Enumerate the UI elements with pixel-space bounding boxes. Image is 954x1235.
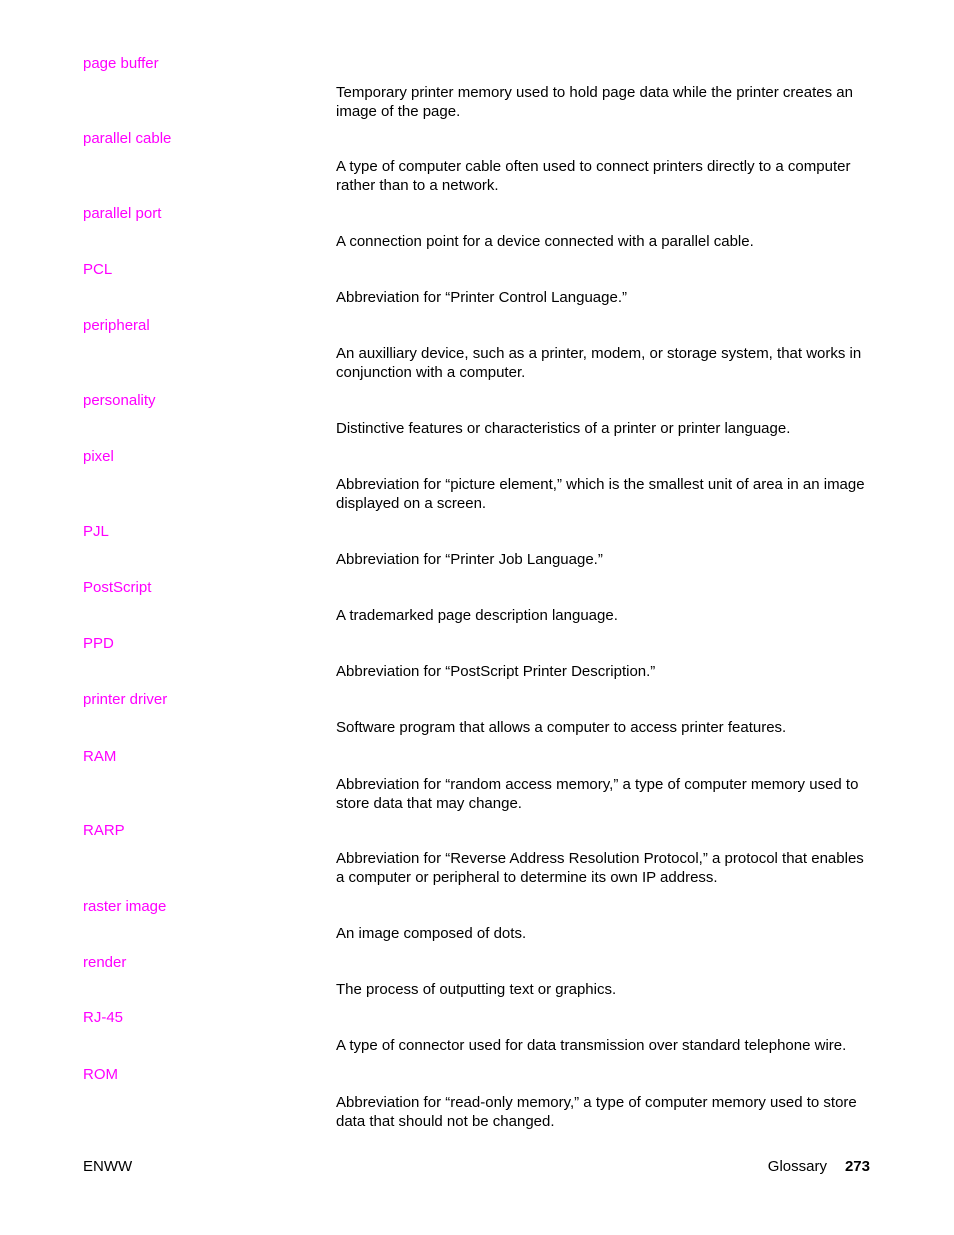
glossary-definition: A trademarked page description language. bbox=[336, 607, 618, 624]
glossary-term[interactable]: PCL bbox=[83, 261, 113, 278]
glossary-definition: Software program that allows a computer to access printer features. bbox=[336, 719, 787, 736]
glossary-definition: Abbreviation for “PostScript Printer Description.” bbox=[336, 663, 656, 680]
footer-publisher-code: ENWW bbox=[83, 1158, 133, 1175]
glossary-term[interactable]: PJL bbox=[83, 523, 109, 540]
glossary-term[interactable]: parallel cable bbox=[83, 130, 172, 147]
glossary-definition: The process of outputting text or graphics. bbox=[336, 981, 617, 998]
glossary-term[interactable]: raster image bbox=[83, 898, 167, 915]
glossary-term[interactable]: parallel port bbox=[83, 205, 162, 222]
page-number: 273 bbox=[844, 1158, 870, 1175]
footer-page-info bbox=[768, 1158, 870, 1176]
glossary-definition: Abbreviation for “Printer Job Language.” bbox=[336, 551, 603, 568]
glossary-term[interactable]: PPD bbox=[83, 635, 114, 652]
glossary-definition: A connection point for a device connected with a parallel cable. bbox=[336, 233, 754, 250]
glossary-definition: Abbreviation for “Printer Control Language.” bbox=[336, 289, 627, 306]
footer-section-name: Glossary bbox=[767, 1158, 827, 1175]
glossary-term[interactable]: render bbox=[83, 954, 127, 971]
glossary-term[interactable]: peripheral bbox=[83, 317, 150, 334]
glossary-definition: Abbreviation for “random access memory,” a type of computer memory used to store data that may change. bbox=[336, 776, 859, 812]
glossary-term[interactable]: printer driver bbox=[83, 691, 168, 708]
glossary-term[interactable]: personality bbox=[83, 392, 156, 409]
glossary-definition: A type of computer cable often used to connect printers directly to a computer rather than to a network. bbox=[336, 158, 851, 194]
glossary-term[interactable]: PostScript bbox=[83, 579, 152, 596]
glossary-term[interactable]: RJ-45 bbox=[83, 1009, 124, 1026]
glossary-definition: An auxilliary device, such as a printer, modem, or storage system, that works in conjunction with a computer. bbox=[336, 345, 862, 381]
glossary-definition: A type of connector used for data transmission over standard telephone wire. bbox=[336, 1037, 847, 1054]
glossary-definition: An image composed of dots. bbox=[336, 925, 527, 942]
glossary-definition: Temporary printer memory used to hold page data while the printer creates an image of the page. bbox=[336, 84, 853, 120]
glossary-term[interactable]: ROM bbox=[83, 1066, 118, 1083]
glossary-term[interactable]: pixel bbox=[83, 448, 114, 465]
glossary-definition: Distinctive features or characteristics of a printer or printer language. bbox=[336, 420, 791, 437]
glossary-definition: Abbreviation for “read-only memory,” a type of computer memory used to store data that should not be changed. bbox=[336, 1094, 857, 1130]
glossary-term[interactable]: page buffer bbox=[83, 55, 159, 72]
glossary-definition: Abbreviation for “Reverse Address Resolution Protocol,” a protocol that enables a computer or peripheral to determine its own IP address. bbox=[336, 850, 864, 886]
glossary-term[interactable]: RAM bbox=[83, 748, 117, 765]
glossary-definition: Abbreviation for “picture element,” which is the smallest unit of area in an image displayed on a screen. bbox=[336, 476, 865, 512]
glossary-term[interactable]: RARP bbox=[83, 822, 125, 839]
